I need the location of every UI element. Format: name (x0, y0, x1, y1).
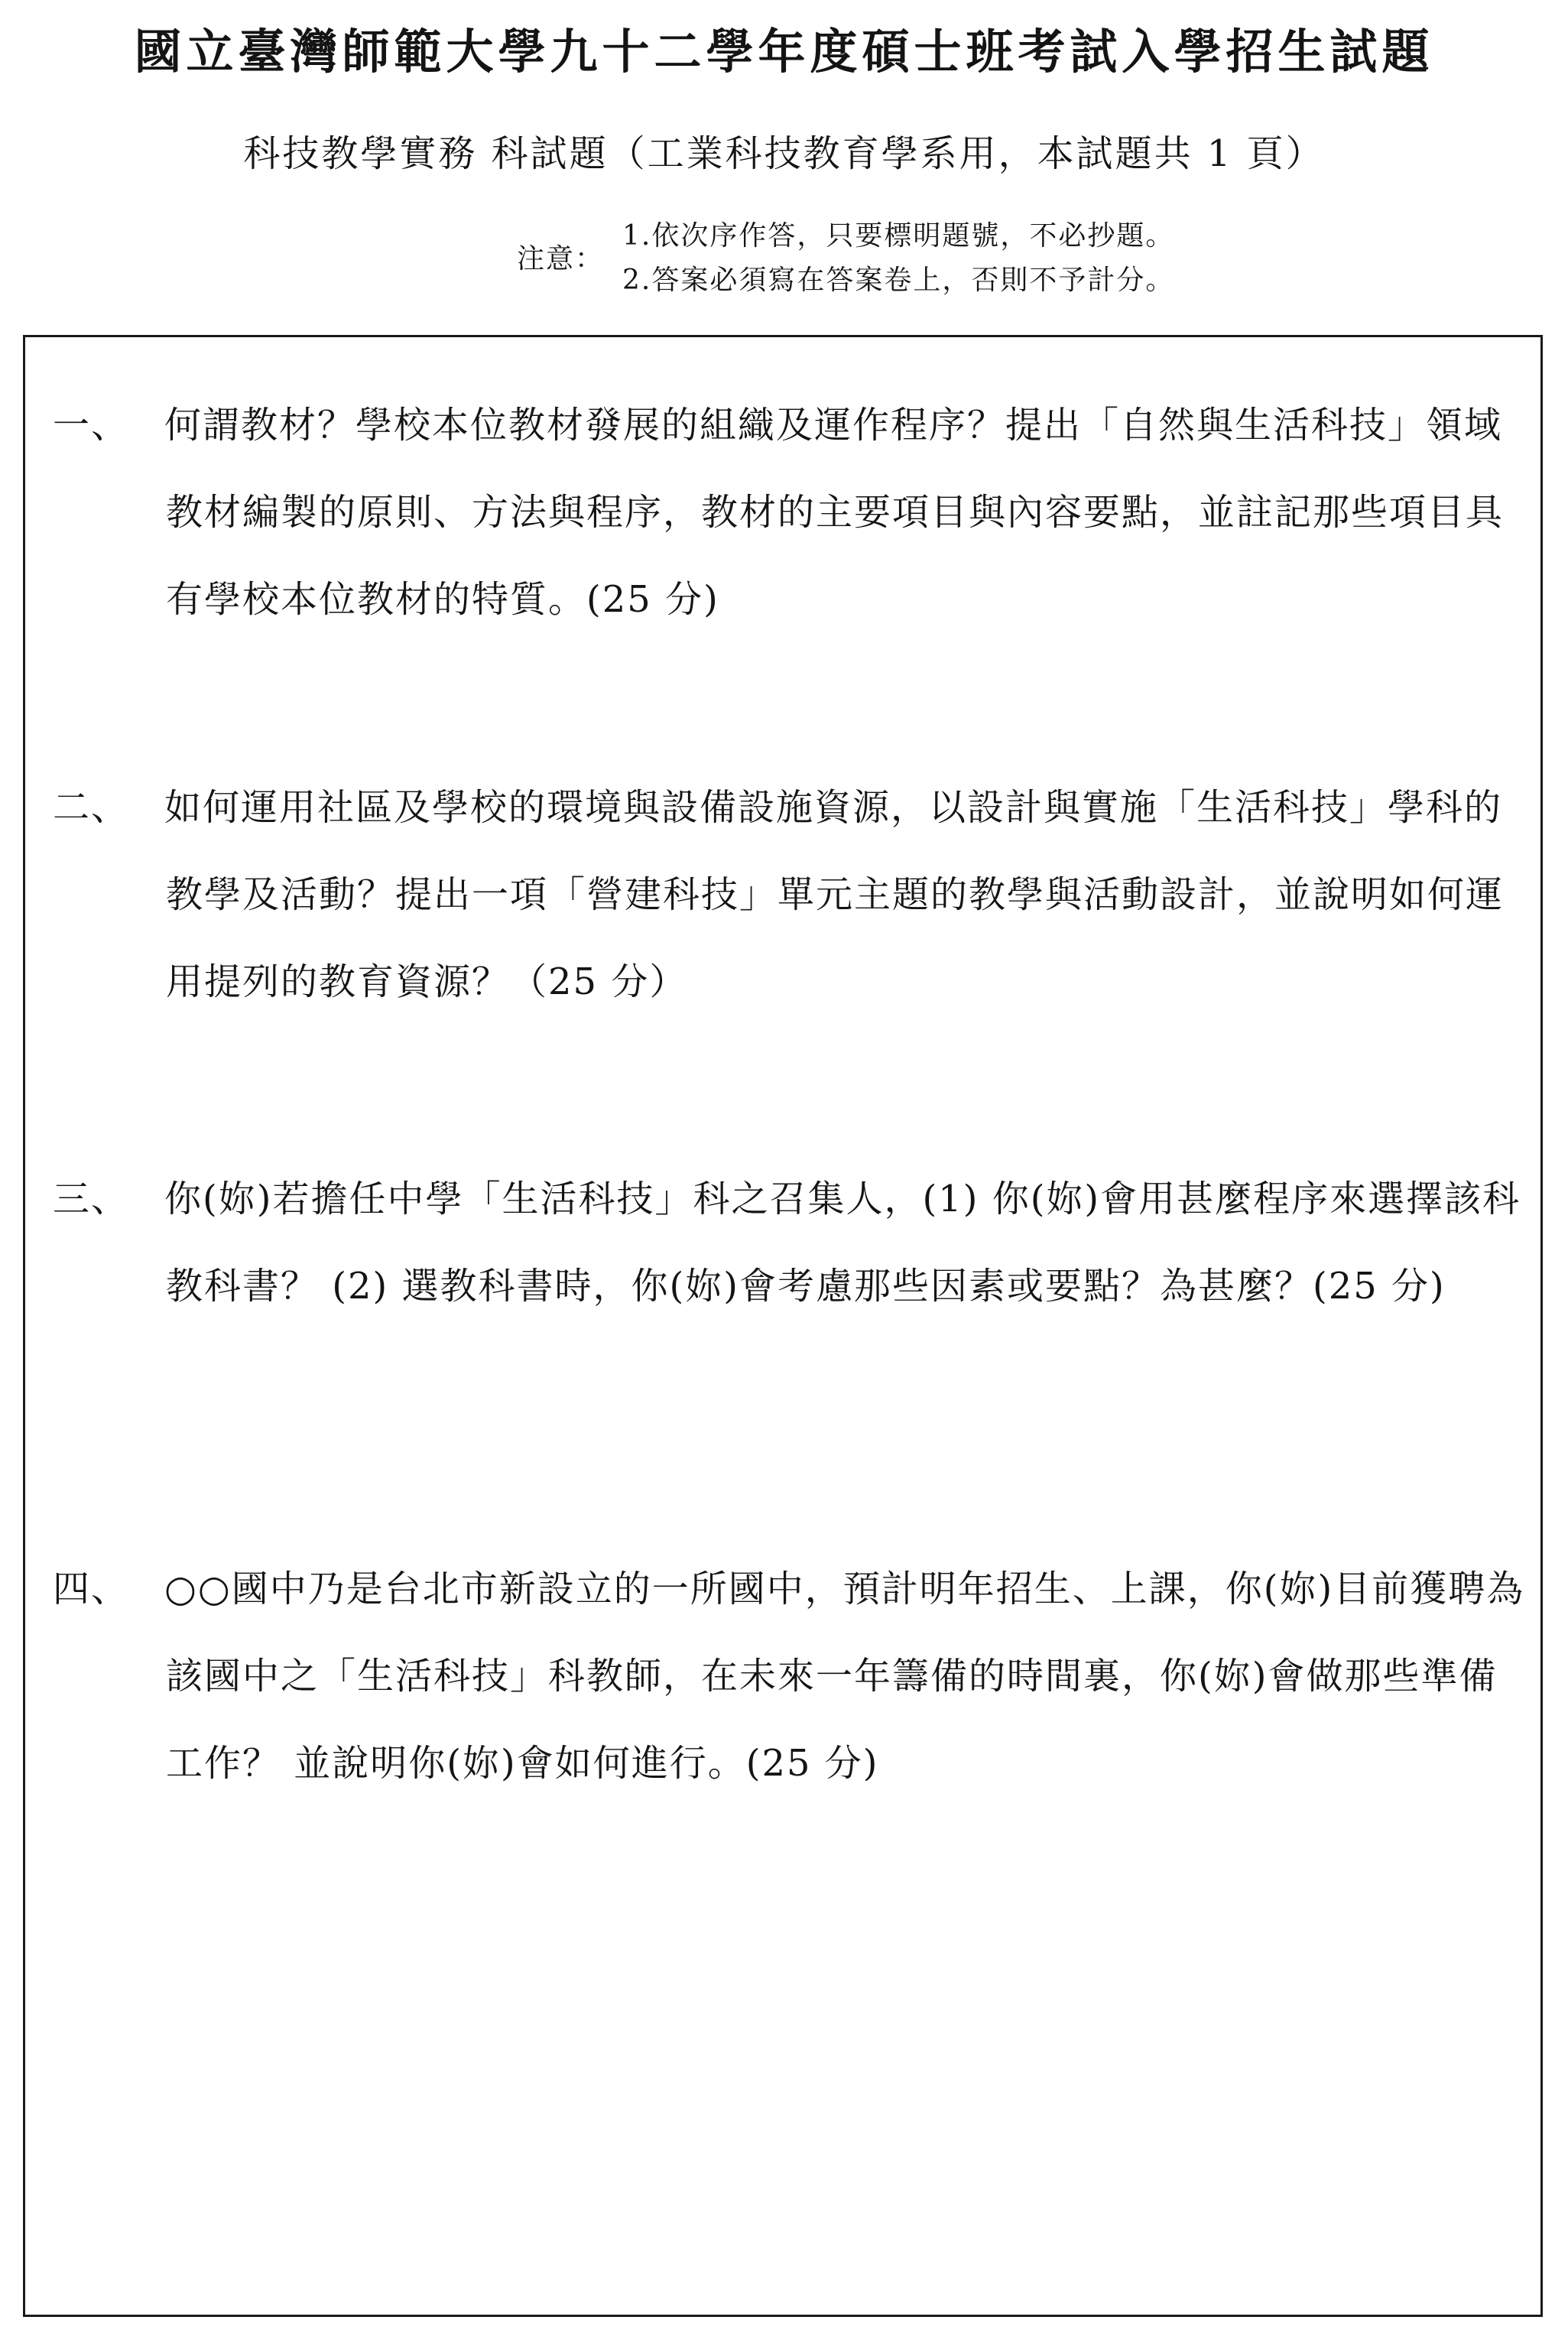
question-4 (53, 1545, 1528, 1807)
question-number: 四、 (53, 1568, 130, 1610)
question-text: 你(妳)若擔任中學「生活科技」科之召集人，(1) 你(妳)會用甚麼程序來選擇該科教科書？ (2) 選教科書時，你(妳)會考慮那些因素或要點？為甚麼？ (164, 1178, 1521, 1308)
question-1 (53, 382, 1528, 643)
notice-list (622, 214, 1174, 303)
question-score: (25 分) (745, 1742, 879, 1785)
notice-item-2: 2.答案必須寫在答案卷上，否則不予計分。 (622, 265, 1175, 296)
question-body (166, 1155, 1528, 1330)
question-2 (53, 764, 1528, 1025)
notice-block (517, 214, 1434, 298)
question-text: 何謂教材？學校本位教材發展的組織及運作程序？提出「自然與生活科技」領域教材編製的原則、方法與程序，教材的主要項目與內容要點，並註記那些項目具有學校本位教材的特質。 (164, 404, 1505, 621)
question-number: 一、 (53, 404, 130, 447)
question-score: （25 分） (510, 960, 688, 1003)
question-score: (25 分) (1312, 1265, 1446, 1308)
question-text: 如何運用社區及學校的環境與設備設施資源，以設計與實施「生活科技」學科的教學及活動？提出一項「營建科技」單元主題的教學與活動設計，並說明如何運用提列的教育資源？ (164, 786, 1505, 1003)
question-body (166, 382, 1528, 643)
notice-item-1: 1.依次序作答，只要標明題號，不必抄題。 (622, 220, 1175, 252)
question-body (166, 1545, 1528, 1807)
question-body (166, 764, 1528, 1025)
exam-subtitle: 科技教學實務 科試題（工業科技教育學系用，本試題共 1 頁） (243, 132, 1325, 175)
question-text: ○○國中乃是台北市新設立的一所國中，預計明年招生、上課，你(妳)目前獲聘為該國中之「生活科技」科教師，在未來一年籌備的時間裏，你(妳)會做那些準備工作？ 並說明你(妳)會如何進行。 (164, 1568, 1525, 1785)
question-box (23, 335, 1543, 2317)
question-3 (53, 1155, 1528, 1330)
question-number: 二、 (53, 786, 130, 829)
question-score: (25 分) (586, 578, 719, 621)
notice-label: 注意： (517, 243, 605, 275)
exam-title: 國立臺灣師範大學九十二學年度碩士班考試入學招生試題 (134, 24, 1434, 80)
question-number: 三、 (53, 1178, 130, 1220)
